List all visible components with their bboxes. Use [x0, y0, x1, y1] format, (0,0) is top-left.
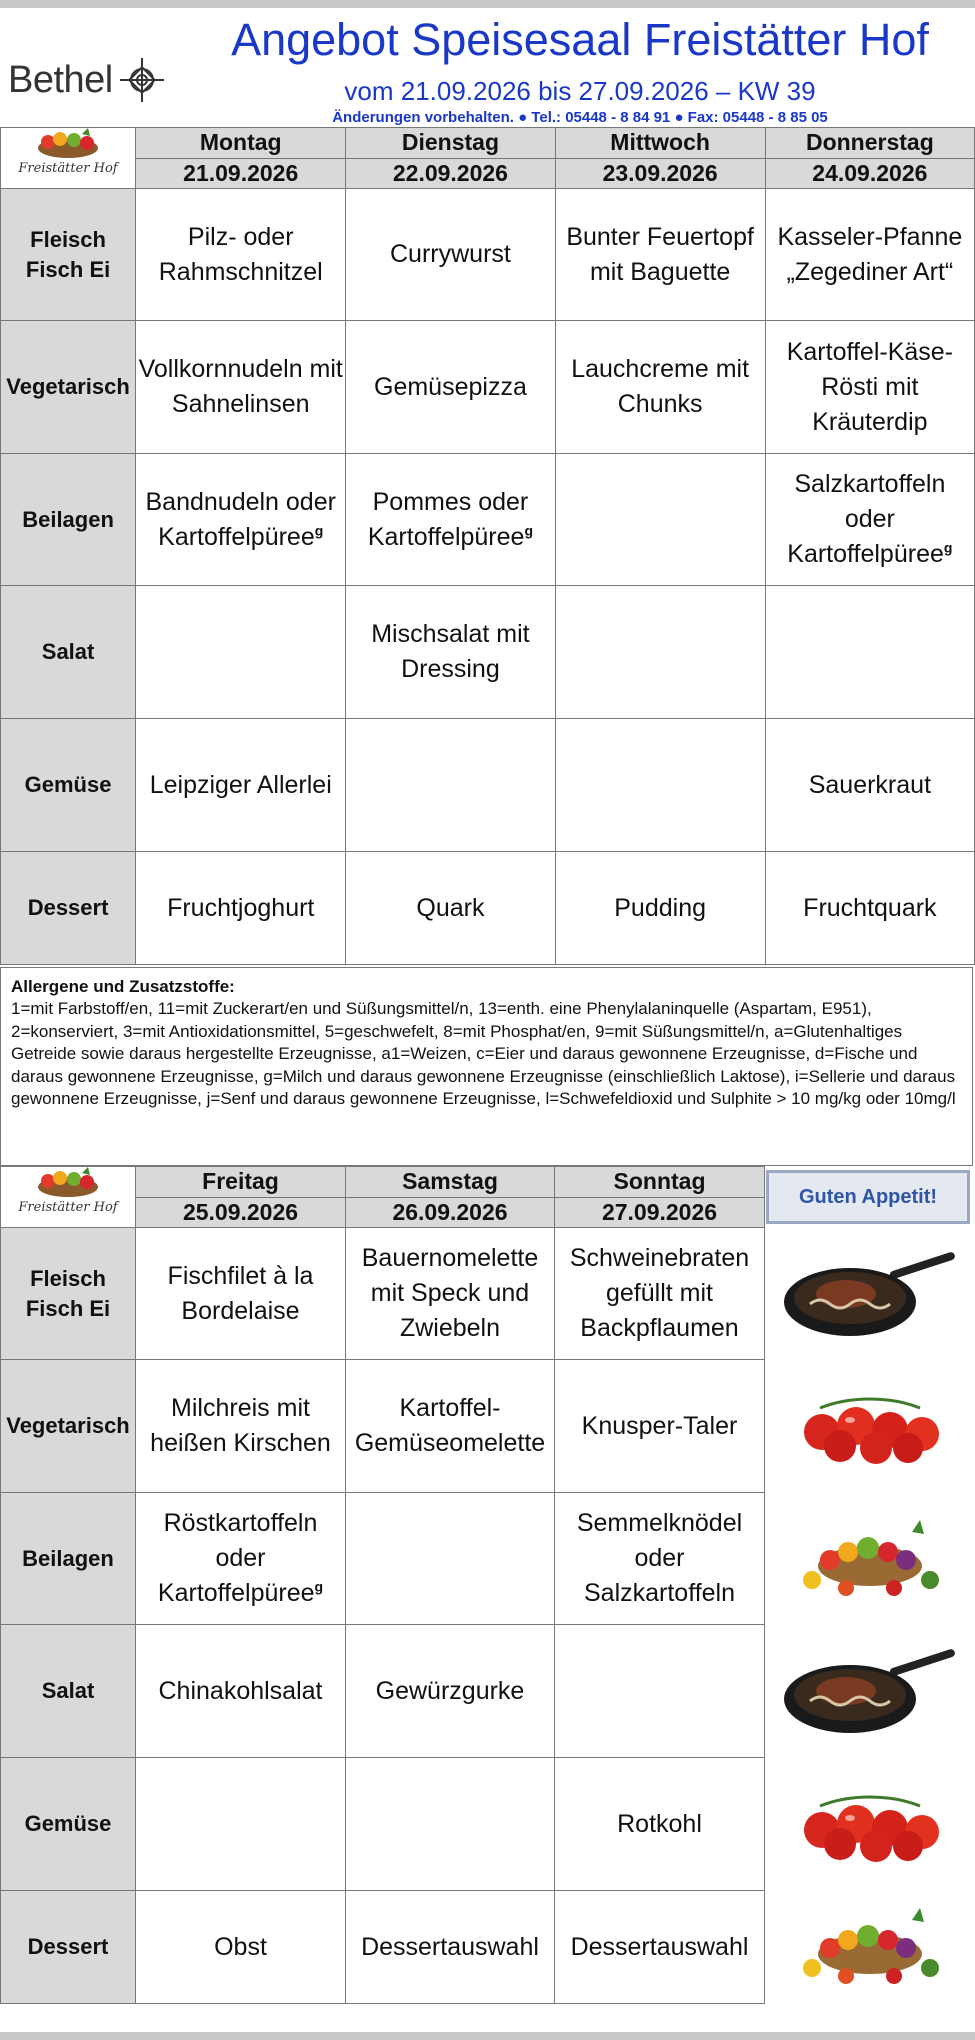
page-header: [0, 8, 975, 126]
top-border: [0, 0, 975, 8]
menu-cell: [136, 586, 346, 719]
food-image-cell: [765, 1891, 975, 2004]
day-name-sonntag: Sonntag: [555, 1167, 765, 1198]
contact-notice: Änderungen vorbehalten. ● Tel.: 05448 - 8 84 91 ● Fax: 05448 - 8 85 05: [332, 109, 828, 126]
food-image-cell: [765, 1493, 975, 1625]
bottom-border: [0, 2032, 975, 2040]
allergen-marker: g: [943, 539, 953, 556]
menu-cell: Pilz- oder Rahmschnitzel: [136, 189, 346, 321]
row-salat: [1, 1625, 975, 1758]
menu-cell-text: Pommes oder Kartoffelpüree: [367, 487, 529, 551]
category-label: Gemüse: [1, 719, 136, 852]
food-image-cell: [765, 1228, 975, 1360]
category-label: Vegetarisch: [1, 321, 136, 454]
day-date-samstag: 26.09.2026: [346, 1197, 555, 1228]
food-image-cell: [765, 1360, 975, 1493]
menu-cell: Sauerkraut: [765, 719, 974, 852]
freistaetter-hof-badge: [1, 1167, 136, 1228]
pan-icon: [780, 1244, 960, 1344]
menu-cell: [346, 454, 555, 586]
menu-cell: Schweinebraten gefüllt mit Backpflaumen: [555, 1228, 765, 1360]
menu-cell: Mischsalat mit Dressing: [346, 586, 555, 719]
day-date-donnerstag: 24.09.2026: [765, 158, 974, 189]
allergen-text: 1=mit Farbstoff/en, 11=mit Zuckerart/en und Süßungsmittel/n, 13=enth. eine Phenylalaninquelle (Aspartam, E951), 2=konserviert, 3=mit Antioxidationsmittel, 5=geschwefelt, 8=mit Phosphat/en, 9=mit Süßungsmittel/n, a=Glutenhaltiges Getreide sowie daraus hergestellte Erzeugnisse, a1=Weizen, c=Eier und daraus gewonnene Erzeugnisse, d=Fische und daraus gewonnene Erzeugnisse, g=Milch und daraus gewonnene Erzeugnisse (einschließlich Laktose), i=Sellerie und daraus gewonnene Erzeugnisse, j=Senf und daraus gewonnene Erzeugnisse, l=Schwefeldioxid und Sulphite > 10 mg/kg oder 10mg/l: [11, 999, 956, 1109]
fruit-basket-icon: [790, 1514, 950, 1604]
menu-cell: [136, 1493, 346, 1625]
category-label: Fleisch Fisch Ei: [1, 1228, 136, 1360]
menu-cell: Milchreis mit heißen Kirschen: [136, 1360, 346, 1493]
day-date-freitag: 25.09.2026: [136, 1197, 346, 1228]
logo-text: Bethel: [8, 58, 113, 101]
menu-cell: Lauchcreme mit Chunks: [555, 321, 765, 454]
menu-cell-text: Röstkartoffeln oder Kartoffelpüree: [157, 1509, 318, 1607]
row-dessert: [1, 852, 975, 965]
menu-cell: Pudding: [555, 852, 765, 965]
menu-cell: Kartoffel-Gemüseomelette: [346, 1360, 555, 1493]
category-label: Beilagen: [1, 454, 136, 586]
day-name-freitag: Freitag: [136, 1167, 346, 1198]
badge-text: Freistätter Hof: [18, 1200, 118, 1215]
menu-cell: Currywurst: [346, 189, 555, 321]
row-fleisch: [1, 189, 975, 321]
row-vegetarisch: [1, 321, 975, 454]
row-beilagen: [1, 1493, 975, 1625]
row-gemuese: [1, 719, 975, 852]
day-date-dienstag: 22.09.2026: [346, 158, 555, 189]
menu-cell: Chinakohlsalat: [136, 1625, 346, 1758]
menu-cell: Fruchtquark: [765, 852, 974, 965]
day-name-montag: Montag: [136, 128, 346, 159]
bethel-logo: [8, 52, 165, 108]
menu-cell-text: Bandnudeln oder Kartoffelpüree: [145, 487, 336, 551]
allergen-legend: [0, 967, 973, 1166]
menu-cell: Quark: [346, 852, 555, 965]
menu-cell: Gewürzgurke: [346, 1625, 555, 1758]
menu-cell: Leipziger Allerlei: [136, 719, 346, 852]
menu-cell: Obst: [136, 1891, 346, 2004]
menu-cell: [555, 1625, 765, 1758]
menu-cell: Kasseler-Pfanne „Zegediner Art“: [765, 189, 974, 321]
allergen-marker: g: [314, 1578, 324, 1595]
bethel-cross-icon: [119, 57, 165, 103]
menu-cell: Vollkornnudeln mit Sahnelinsen: [136, 321, 346, 454]
row-beilagen: [1, 454, 975, 586]
menu-cell: [346, 1493, 555, 1625]
allergen-marker: g: [524, 522, 533, 539]
menu-cell: [346, 719, 555, 852]
menu-cell: Kartoffel-Käse-Rösti mit Kräuterdip: [765, 321, 974, 454]
day-date-montag: 21.09.2026: [136, 158, 346, 189]
row-fleisch: [1, 1228, 975, 1360]
menu-cell: [346, 1758, 555, 1891]
menu-cell: Dessertauswahl: [346, 1891, 555, 2004]
menu-cell: Knusper-Taler: [555, 1360, 765, 1493]
row-vegetarisch: [1, 1360, 975, 1493]
fruit-badge-icon: [12, 1167, 124, 1217]
menu-table-week1: [0, 127, 975, 965]
menu-cell: Bauernomelette mit Speck und Zwiebeln: [346, 1228, 555, 1360]
tomatoes-icon: [790, 1784, 950, 1864]
row-gemuese: [1, 1758, 975, 1891]
guten-appetit-label: Guten Appetit!: [766, 1170, 970, 1224]
menu-cell: Bunter Feuertopf mit Baguette: [555, 189, 765, 321]
category-label: Vegetarisch: [1, 1360, 136, 1493]
menu-table-week2: [0, 1166, 975, 2004]
menu-cell: Semmelknödel oder Salzkartoffeln: [555, 1493, 765, 1625]
allergen-title: Allergene und Zusatzstoffe:: [11, 977, 235, 996]
freistaetter-hof-badge: [1, 128, 136, 189]
menu-cell: [765, 454, 974, 586]
menu-cell: [136, 1758, 346, 1891]
menu-cell-text: Salzkartoffeln oder Kartoffelpüree: [787, 470, 946, 568]
day-name-samstag: Samstag: [346, 1167, 555, 1198]
menu-cell: Rotkohl: [555, 1758, 765, 1891]
food-image-cell: [765, 1758, 975, 1891]
day-name-mittwoch: Mittwoch: [555, 128, 765, 159]
week-range: vom 21.09.2026 bis 27.09.2026 – KW 39: [344, 76, 816, 106]
day-date-sonntag: 27.09.2026: [555, 1197, 765, 1228]
allergen-marker: g: [314, 522, 324, 539]
pan-icon: [780, 1641, 960, 1741]
menu-cell: Fischfilet à la Bordelaise: [136, 1228, 346, 1360]
category-label: Dessert: [1, 1891, 136, 2004]
menu-cell: Dessertauswahl: [555, 1891, 765, 2004]
food-image-cell: [765, 1625, 975, 1758]
day-date-mittwoch: 23.09.2026: [555, 158, 765, 189]
row-dessert: [1, 1891, 975, 2004]
fruit-basket-icon: [790, 1902, 950, 1992]
row-salat: [1, 586, 975, 719]
category-label: Salat: [1, 1625, 136, 1758]
menu-cell: [555, 719, 765, 852]
menu-cell: [555, 454, 765, 586]
menu-cell: Fruchtjoghurt: [136, 852, 346, 965]
day-name-dienstag: Dienstag: [346, 128, 555, 159]
menu-cell: [555, 586, 765, 719]
category-label: Beilagen: [1, 1493, 136, 1625]
category-label: Dessert: [1, 852, 136, 965]
category-label: Fleisch Fisch Ei: [1, 189, 136, 321]
page-title: Angebot Speisesaal Freistätter Hof: [231, 14, 929, 65]
category-label: Salat: [1, 586, 136, 719]
day-name-donnerstag: Donnerstag: [765, 128, 974, 159]
tomatoes-icon: [790, 1386, 950, 1466]
fruit-badge-icon: [12, 128, 124, 178]
badge-text: Freistätter Hof: [18, 161, 118, 176]
category-label: Gemüse: [1, 1758, 136, 1891]
menu-cell: Gemüsepizza: [346, 321, 555, 454]
menu-cell: [765, 586, 974, 719]
menu-cell: [136, 454, 346, 586]
